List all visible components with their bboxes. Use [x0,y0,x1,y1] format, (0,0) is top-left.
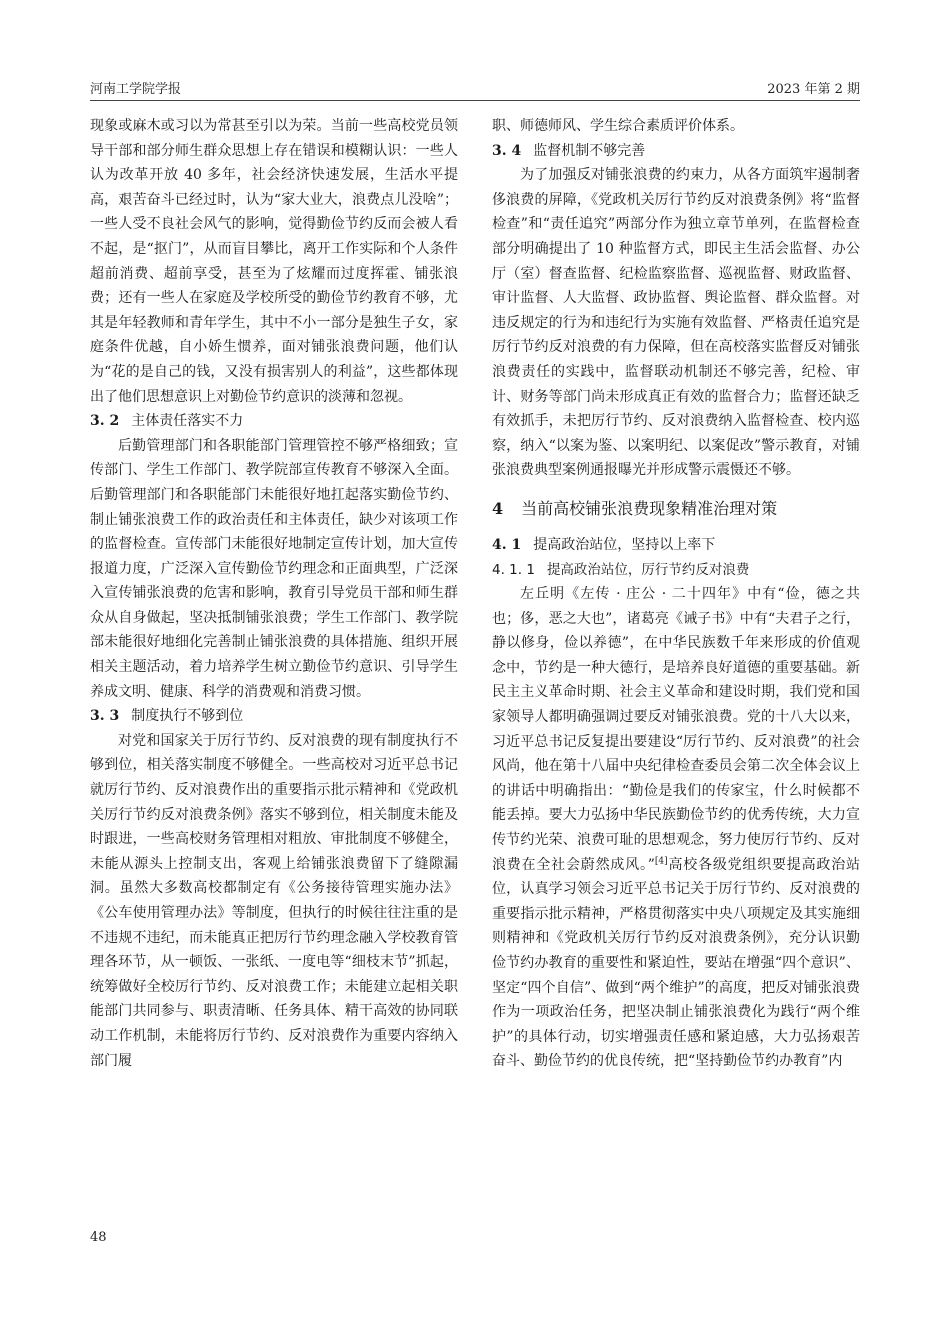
issue-label: 2023 年第 2 期 [767,82,860,97]
section-title: 监督机制不够完善 [533,142,646,159]
left-column [90,114,458,1073]
section-heading-4-1-1 [492,558,860,583]
paragraph [492,582,860,1074]
page-number: 48 [90,1230,107,1245]
paragraph: 职、师德师风、学生综合素质评价体系。 [492,118,744,134]
section-title: 提高政治站位，厉行节约反对浪费 [546,561,750,578]
section-number: 4. 1. 1 [492,561,535,578]
section-heading-3-4 [492,139,860,164]
paragraph: 现象或麻木或习以为常甚至引以为荣。当前一些高校党员领导干部和部分师生群众思想上存在错误和模糊认识：一些人认为改革开放 40 多年，社会经济快速发展，生活水平提高，艰苦奋斗已经过时，认为“家大业大，浪费点儿没啥”；一些人受不良社会风气的影响，觉得勤俭节约反而会被人看不起，是“抠门”，从而盲目攀比，离开工作实际和个人条件超前消费、超前享受，甚至为了炫耀而过度挥霍、铺张浪费；还有一些人在家庭及学校所受的勤俭节约教育不够，尤其是年轻教师和青年学生，其中不小一部分是独生子女，家庭条件优越，自小娇生惯养，面对铺张浪费问题，他们认为“花的是自己的钱，又没有损害别人的利益”，这些都体现出了他们思想意识上对勤俭节约意识的淡薄和忽视。 [90,118,458,405]
section-heading-4 [492,497,860,521]
section-title: 制度执行不够到位 [131,708,244,725]
paragraph: 对党和国家关于厉行节约、反对浪费的现有制度执行不够到位，相关落实制度不够健全。一些高校对习近平总书记就厉行节约、反对浪费作出的重要指示批示精神和《党政机关厉行节约反对浪费条例》落实不够到位，相关制度未能及时跟进，一些高校财务管理相对粗放、审批制度不够健全，未能从源头上控制支出，客观上给铺张浪费留下了缝隙漏洞。虽然大多数高校都制定有《公务接待管理实施办法》《公车使用管理办法》等制度，但执行的时候往往注重的是不违规不违纪，而未能真正把厉行节约理念融入学校教育管理各环节，从一顿饭、一张纸、一度电等“细枝末节”抓起，统筹做好全校厉行节约、反对浪费工作；未能建立起相关职能部门共同参与、职责清晰、任务具体、精干高效的协同联动工作机制，未能将厉行节约、反对浪费作为重要内容纳入部门履 [90,732,458,1069]
citation-ref: [4] [654,855,668,866]
section-heading-4-1 [492,533,860,558]
paragraph-text: 高校各级党组织要提高政治站位，认真学习领会习近平总书记关于厉行节约、反对浪费的重要指示批示精神，严格贯彻落实中央八项规定及其实施细则精神和《党政机关厉行节约反对浪费条例》，充分认识勤俭节约办教育的重要性和紧迫性，要站在增强“四个意识”、坚定“四个自信”、做到“两个维护”的高度，把反对铺张浪费作为一项政治任务，把坚决制止铺张浪费化为践行“两个维护”的具体行动，切实增强责任感和紧迫感，大力弘扬艰苦奋斗、勤俭节约的优良传统，把“坚持勤俭节约办教育”内 [492,856,860,1070]
paragraph-text: 左丘明《左传 · 庄公 · 二十四年》中有“俭，德之共也；侈，恶之大也”，诸葛亮《诫子书》中有“夫君子之行，静以修身，俭以养德”，在中华民族数千年来形成的价值观念中，节约是一种大德行，是培养良好道德的重要基础。新民主主义革命时期、社会主义革命和建设时期，我们党和国家领导人都明确强调过要反对铺张浪费。党的十八大以来，习近平总书记反复提出要建设“厉行节约、反对浪费”的社会风尚，他在第十八届中央纪律检查委员会第二次全体会议上的讲话中明确指出：“勤俭是我们的传家宝，什么时候都不能丢掉。要大力弘扬中华民族勤俭节约的优秀传统，大力宣传节约光荣、浪费可耻的思想观念，努力使厉行节约、反对浪费在全社会蔚然成风。” [492,586,860,873]
section-title: 提高政治站位，坚持以上率下 [533,536,716,553]
section-title: 主体责任落实不力 [131,413,244,430]
section-title: 当前高校铺张浪费现象精准治理对策 [521,498,778,518]
section-number: 3. 2 [90,413,120,430]
section-heading-3-2 [90,409,458,434]
section-number: 3. 3 [90,708,120,725]
paragraph: 为了加强反对铺张浪费的约束力，从各方面筑牢遏制奢侈浪费的屏障，《党政机关厉行节约反对浪费条例》将“监督检查”和“责任追究”两部分作为独立章节单列，在监督检查部分明确提出了 10 种监督方式，即民主生活会监督、办公厅（室）督查监督、纪检监察监督、巡视监督、财政监督、审计监督、人大监督、政协监督、舆论监督、群众监督。对违反规定的行为和违纪行为实施有效监督、严格责任追究是厉行节约反对浪费的有力保障，但在高校落实监督反对铺张浪费责任的实践中，监督联动机制还不够完善，纪检、审计、财务等部门尚未形成真正有效的监督合力；监督还缺乏有效抓手，未把厉行节约、反对浪费纳入监督检查、校内巡察，纳入“以案为鉴、以案明纪、以案促改”警示教育，对铺张浪费典型案例通报曝光并形成警示震慑还不够。 [492,167,860,479]
section-heading-3-3 [90,704,458,729]
section-number: 3. 4 [492,142,522,159]
section-number: 4 [492,498,504,518]
right-column [492,114,860,1074]
paragraph: 后勤管理部门和各职能部门管理管控不够严格细致；宣传部门、学生工作部门、教学院部宣传教育不够深入全面。后勤管理部门和各职能部门未能很好地扛起落实勤俭节约、制止铺张浪费工作的政治责任和主体责任，缺少对该项工作的监督检查。宣传部门未能很好地制定宣传计划，加大宣传报道力度，广泛深入宣传勤俭节约理念和正面典型，广泛深入宣传铺张浪费的危害和影响，教育引导党员干部和师生群众从自身做起，坚决抵制铺张浪费；学生工作部门、教学院部未能很好地细化完善制止铺张浪费的具体措施、组织开展相关主题活动，着力培养学生树立勤俭节约意识、引导学生养成文明、健康、科学的消费观和消费习惯。 [90,437,458,700]
section-number: 4. 1 [492,536,522,553]
running-head [90,78,860,101]
journal-title: 河南工学院学报 [90,82,182,97]
